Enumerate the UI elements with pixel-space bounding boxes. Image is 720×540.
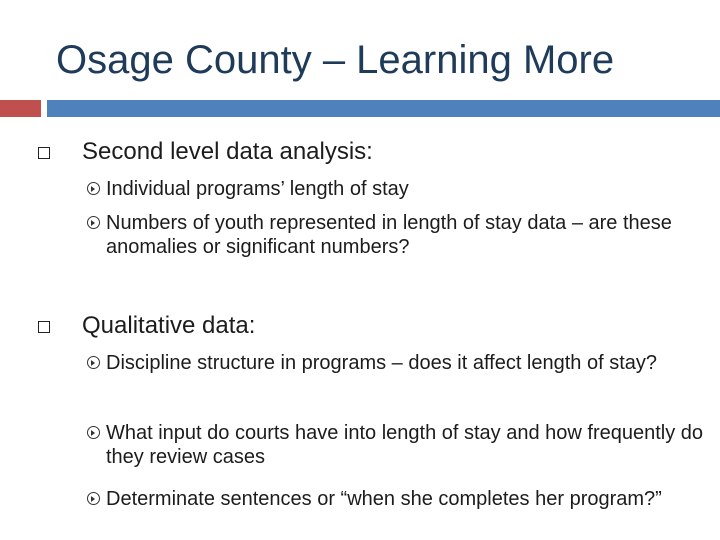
circle-arrow-bullet-icon <box>87 356 100 369</box>
slide-title: Osage County – Learning More <box>56 38 615 82</box>
square-bullet-icon <box>38 147 50 159</box>
circle-arrow-bullet-icon <box>87 492 100 505</box>
circle-arrow-bullet-icon <box>87 426 100 439</box>
square-bullet-icon <box>38 321 50 333</box>
circle-arrow-bullet-icon <box>87 182 100 195</box>
slide-content: Second level data analysis: Individual programs’ length of stay Numbers of youth represented in length of stay data – are these anomalies or significant numbers? Qualitative data: Discipline structure in programs – does it affect length of stay? What input do courts have into length of stay and how frequently do they review cases Determinate sentences or “when she completes her program?” <box>0 0 720 540</box>
circle-arrow-bullet-icon <box>87 216 100 229</box>
